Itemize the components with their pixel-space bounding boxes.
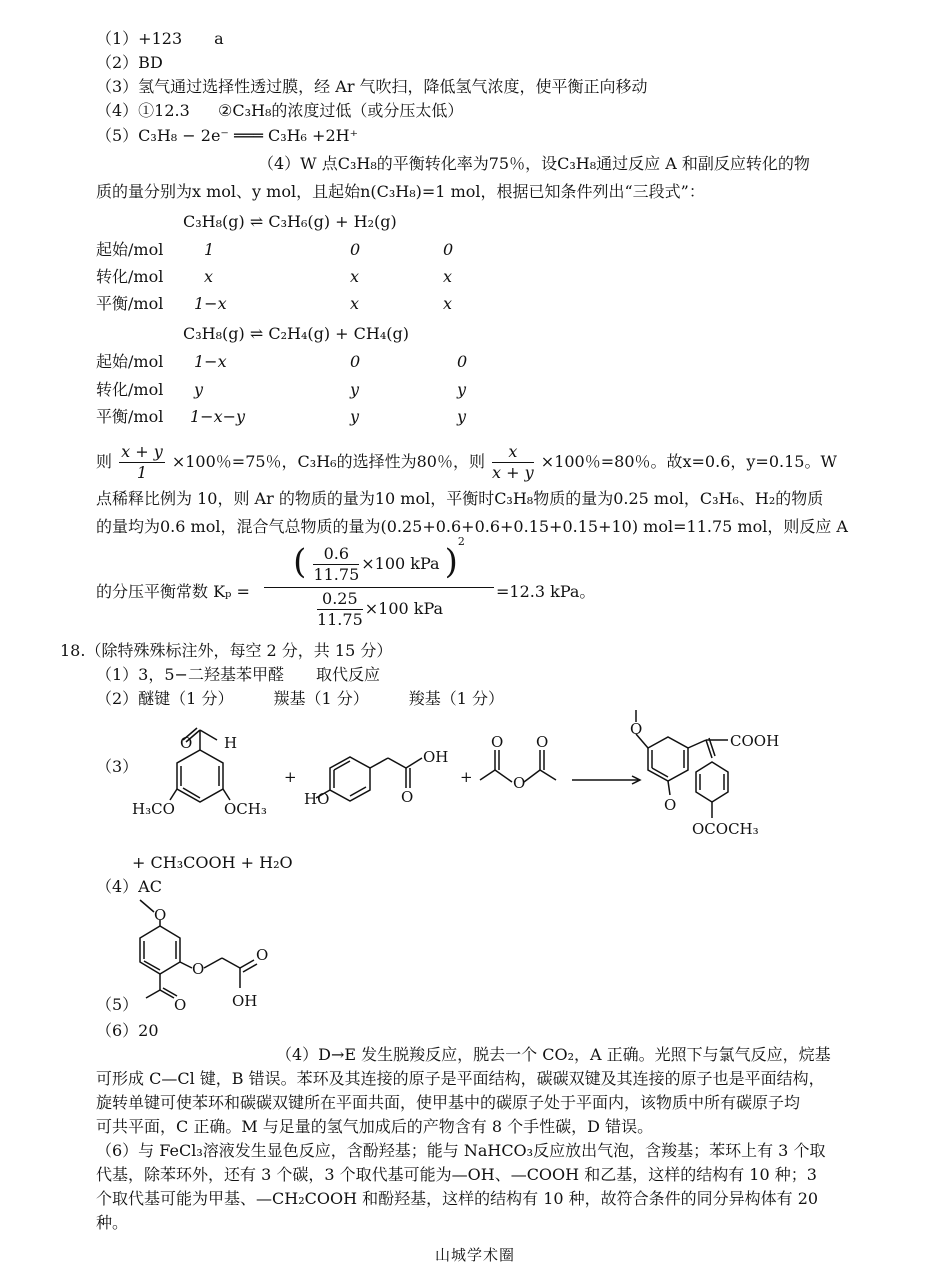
- table2-row-label: 平衡/mol: [96, 407, 164, 426]
- q18-explain-line: （6）与 FeCl₃溶液发生显色反应，含酚羟基；能与 NaHCO₃反应放出气泡，含羧基；苯环上有 3 个取: [96, 1141, 826, 1160]
- fraction-denominator: 11.75: [316, 610, 363, 629]
- table2-cell: y: [457, 380, 467, 399]
- acid-oh-label: OH: [423, 748, 449, 766]
- methoxy-right-label: OCH₃: [224, 800, 267, 818]
- table2-cell: 1−x: [194, 352, 227, 371]
- q18-header: 18.（除特殊殊标注外，每空 2 分，共 15 分）: [60, 641, 393, 660]
- methoxy-left-label: H₃CO: [132, 800, 175, 818]
- table1-cell: x: [443, 294, 453, 313]
- kp-prefix: 的分压平衡常数 Kₚ =: [96, 582, 250, 601]
- q18-explain-line: 可共平面，C 正确。M 与足量的氢气加成后的产物含有 8 个手性碳，D 错误。: [96, 1117, 654, 1136]
- product-cooh-label: COOH: [730, 732, 780, 750]
- fraction-conversion: [119, 442, 165, 483]
- reaction-equation-1: C₃H₈(g) ⇌ C₃H₆(g) + H₂(g): [183, 212, 397, 231]
- table1-cell: x: [350, 294, 360, 313]
- product-methoxy-o-label: O: [664, 796, 677, 814]
- calc-line-2: 点稀释比例为 10，则 Ar 的物质的量为10 mol，平衡时C₃H₈物质的量为0.25 mol，C₃H₆、H₂的物质: [96, 489, 824, 508]
- table2-cell: 1−x−y: [190, 407, 246, 426]
- table1-cell: x: [443, 267, 453, 286]
- q17-answer-5: （5）C₃H₈ − 2e⁻ ═══ C₃H₆ +2H⁺: [96, 126, 359, 145]
- q18-explain-line: 种。: [96, 1213, 129, 1232]
- table2-cell: y: [457, 407, 467, 426]
- fraction-numerator: 0.6: [313, 544, 359, 565]
- table2-cell: 0: [350, 352, 361, 371]
- table1-cell: x: [350, 267, 360, 286]
- dimethoxybenzaldehyde-structure: [170, 728, 230, 802]
- table1-cell: x: [204, 267, 214, 286]
- carboxyl-oh-label: OH: [232, 992, 258, 1010]
- table1-cell: 0: [443, 240, 454, 259]
- q18-answer-4: （4）AC: [96, 877, 162, 896]
- anhydride-o-label: O: [513, 774, 526, 792]
- hydroxy-label: HO: [304, 790, 330, 808]
- reaction-scheme: [120, 700, 800, 850]
- table2-cell: y: [350, 380, 360, 399]
- q18-explain-line: 代基，除苯环外，还有 3 个碳，3 个取代基可能为—OH、—COOH 和乙基，这样的结构有 10 种；3: [96, 1165, 817, 1184]
- plus-sign: +: [284, 768, 297, 786]
- fraction-selectivity: [492, 442, 534, 483]
- q17-answer-2: （2）BD: [96, 53, 163, 72]
- q18-answer-5-label: （5）: [96, 995, 139, 1014]
- q18-answer-2: （2）醚键（1 分） 羰基（1 分） 羧基（1 分）: [96, 689, 504, 708]
- product-methoxy-o-label: O: [630, 720, 643, 738]
- calc-text: 则: [96, 452, 113, 471]
- q17-answer-3: （3）氢气通过选择性透过膜，经 Ar 气吹扫，降低氢气浓度，使平衡正向移动: [96, 77, 648, 96]
- kp-denominator: [264, 588, 494, 630]
- q18-answer-1: （1）3，5−二羟基苯甲醛 取代反应: [96, 665, 380, 684]
- acid-o-label: O: [401, 788, 414, 806]
- kp-numerator: ( $\frac{0.6}{11.75}$ ×100 kPa )$^2$: [264, 544, 494, 588]
- table1-cell: 0: [350, 240, 361, 259]
- anhydride-o-label: O: [536, 733, 549, 751]
- aldehyde-h-label: H: [224, 734, 238, 752]
- table1-row-label: 转化/mol: [96, 267, 164, 286]
- q17-answer-4a: （4）①12.3: [96, 101, 190, 120]
- reaction-equation-2: C₃H₈(g) ⇌ C₂H₄(g) + CH₄(g): [183, 324, 409, 343]
- ether-o-label: O: [192, 960, 205, 978]
- plus-sign: +: [460, 768, 473, 786]
- q18-answer-3-byproducts: + CH₃COOH + H₂O: [132, 853, 293, 872]
- table1-cell: 1: [204, 240, 215, 259]
- ketone-o-label: O: [174, 996, 187, 1014]
- table2-row-label: 转化/mol: [96, 380, 164, 399]
- table2-cell: y: [194, 380, 204, 399]
- table2-cell: y: [350, 407, 360, 426]
- calc-text: ×100％=80％。故x=0.6，y=0.15。W: [540, 452, 837, 471]
- fraction-numerator: x: [492, 442, 534, 463]
- table1-cell: 1−x: [194, 294, 227, 313]
- fraction-numerator: 0.25: [317, 589, 363, 610]
- product-structure: [636, 710, 728, 818]
- carboxyl-o-label: O: [256, 946, 269, 964]
- kp-inner-fraction: [317, 589, 363, 630]
- fraction-denominator: 11.75: [313, 565, 360, 584]
- kp-inner-fraction: [313, 544, 359, 585]
- fraction-denominator: 1: [136, 463, 148, 482]
- kp-big-fraction: [264, 534, 494, 630]
- q18-explain-line: 旋转单键可使苯环和碳碳双键所在平面共面，使甲基中的碳原子处于平面内，该物质中所有碳原子均: [96, 1093, 801, 1112]
- kp-numerator-tail: ×100 kPa: [361, 554, 440, 573]
- kp-denominator-tail: ×100 kPa: [364, 599, 444, 618]
- fraction-denominator: x + y: [492, 463, 534, 482]
- q18-explain-line: 可形成 C—Cl 键，B 错误。苯环及其连接的原子是平面结构，碳碳双键及其连接的原子也是平面结构，: [96, 1069, 825, 1088]
- q18-explain-line: （4）D→E 发生脱羧反应，脱去一个 CO₂，A 正确。光照下与氯气反应，烷基: [276, 1045, 831, 1064]
- methoxy-o-label: O: [154, 906, 167, 924]
- fraction-numerator: x + y: [121, 442, 163, 461]
- q18-answer-3-label: （3）: [96, 757, 139, 776]
- q18-answer-6: （6）20: [96, 1021, 159, 1040]
- q17-explain-line-1: （4）W 点C₃H₈的平衡转化率为75％，设C₃H₈通过反应 A 和副反应转化的物: [258, 154, 810, 173]
- table1-row-label: 平衡/mol: [96, 294, 164, 313]
- calc-line-1: [96, 440, 837, 484]
- table2-row-label: 起始/mol: [96, 352, 164, 371]
- table1-row-label: 起始/mol: [96, 240, 164, 259]
- aldehyde-o-label: O: [180, 734, 193, 752]
- page-footer-watermark: 山城学术圈: [434, 1246, 515, 1264]
- q17-answer-1: （1）+123 a: [96, 29, 224, 48]
- product-oac-label: OCOCH₃: [692, 820, 759, 838]
- table2-cell: 0: [457, 352, 468, 371]
- calc-line-3: 的量均为0.6 mol，混合气总物质的量为(0.25+0.6+0.6+0.15+0.15+10) mol=11.75 mol，则反应 A: [96, 517, 848, 536]
- q17-answer-4b: ②C₃H₈的浓度过低（或分压太低）: [218, 101, 464, 120]
- kp-result: =12.3 kPa。: [496, 582, 596, 601]
- q17-explain-line-2: 质的量分别为x mol、y mol，且起始n(C₃H₈)=1 mol，根据已知条件列出“三段式”：: [96, 182, 705, 201]
- anhydride-o-label: O: [491, 733, 504, 751]
- q18-explain-line: 个取代基可能为甲基、—CH₂COOH 和酚羟基，这样的结构有 10 种，故符合条件的同分异构体有 20: [96, 1189, 819, 1208]
- calc-text: ×100％=75％，C₃H₆的选择性为80％，则: [171, 452, 485, 471]
